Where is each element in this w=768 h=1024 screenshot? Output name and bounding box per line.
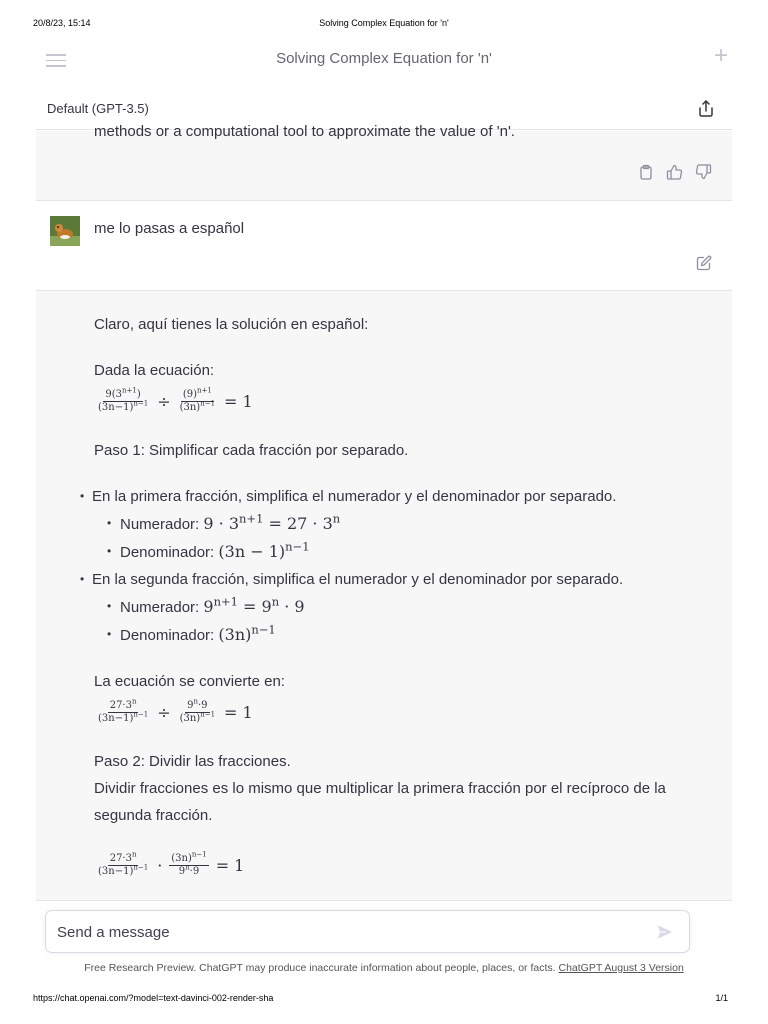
list-item: • Denominador: $(3n)^{n-1}$ [94, 621, 692, 649]
disclaimer-text: Free Research Preview. ChatGPT may produce inaccurate information about people, places, or facts. [84, 962, 556, 974]
list-item: • Numerador: $9 \cdot 3^{n+1} = 27 \cdot 3^n$ [94, 510, 692, 538]
share-icon[interactable] [698, 99, 714, 122]
list-item: • Numerador: $9^{n+1} = 9^n \cdot 9$ [94, 593, 692, 621]
conversation-title: Solving Complex Equation for 'n' [276, 50, 492, 67]
user-message [36, 201, 732, 291]
equation-given: $\frac{9(3^{n+1})}{(3n-1)^{n-1}}$ ÷ $\frac{(9)^{n+1}}{(3n)^{n-1}}$ = 1 [98, 386, 253, 413]
message-actions [638, 164, 712, 185]
given-label: Dada la ecuación: [94, 362, 215, 379]
previous-assistant-message [36, 123, 732, 201]
thumbs-down-icon[interactable] [695, 164, 712, 185]
step2-description: Dividir fracciones es lo mismo que multiplicar la primera fracción por el recíproco de la segunda fracción. [94, 780, 666, 824]
print-url: https://chat.openai.com/?model=text-davinci-002-render-sha [33, 993, 274, 1003]
step1-text: Paso 1: Simplificar cada fracción por separado. [94, 442, 409, 459]
print-footer [33, 993, 728, 1007]
list-item: • En la primera fracción, simplifica el numerador y el denominador por separado. [86, 483, 692, 510]
message-input[interactable] [45, 910, 690, 953]
conversation-scroll[interactable] [36, 123, 732, 900]
thumbs-up-icon[interactable] [666, 164, 683, 185]
step1-list [94, 483, 692, 649]
disclaimer [36, 962, 732, 974]
intro-text: Claro, aquí tienes la solución en español: [94, 316, 369, 333]
top-navbar [36, 40, 732, 80]
equation-multiplied: $\frac{27\cdot 3^n}{(3n-1)^{n-1}}$ · $\frac{(3n)^{n-1}}{9^n\cdot 9}$ = 1 [98, 850, 245, 877]
edit-icon[interactable] [696, 255, 712, 276]
step2-text: Paso 2: Dividir las fracciones. [94, 753, 291, 770]
message-input-placeholder: Send a message [57, 924, 170, 941]
send-icon[interactable] [657, 924, 673, 945]
user-message-text: me lo pasas a español [94, 220, 245, 237]
model-label: Default (GPT-3.5) [47, 101, 149, 116]
version-link[interactable]: ChatGPT August 3 Version [558, 962, 684, 974]
avatar [50, 216, 80, 246]
composer-area [36, 900, 732, 990]
equation-simplified: $\frac{27\cdot 3^n}{(3n-1)^{n-1}}$ ÷ $\frac{9^n\cdot 9}{(3n)^{n-1}}$ = 1 [98, 697, 253, 724]
assistant-message [36, 291, 732, 931]
list-item: • En la segunda fracción, simplifica el numerador y el denominador por separado. [86, 566, 692, 593]
print-title: Solving Complex Equation for 'n' [319, 18, 449, 28]
print-header [33, 18, 735, 32]
print-page-number: 1/1 [715, 993, 728, 1003]
previous-message-text: methods or a computational tool to approximate the value of 'n'. [94, 123, 515, 140]
clipboard-icon[interactable] [638, 164, 654, 185]
becomes-text: La ecuación se convierte en: [94, 673, 285, 690]
plus-icon[interactable]: + [713, 42, 728, 69]
list-item: • Denominador: $(3n - 1)^{n-1}$ [94, 538, 692, 566]
print-datetime: 20/8/23, 15:14 [33, 18, 91, 28]
